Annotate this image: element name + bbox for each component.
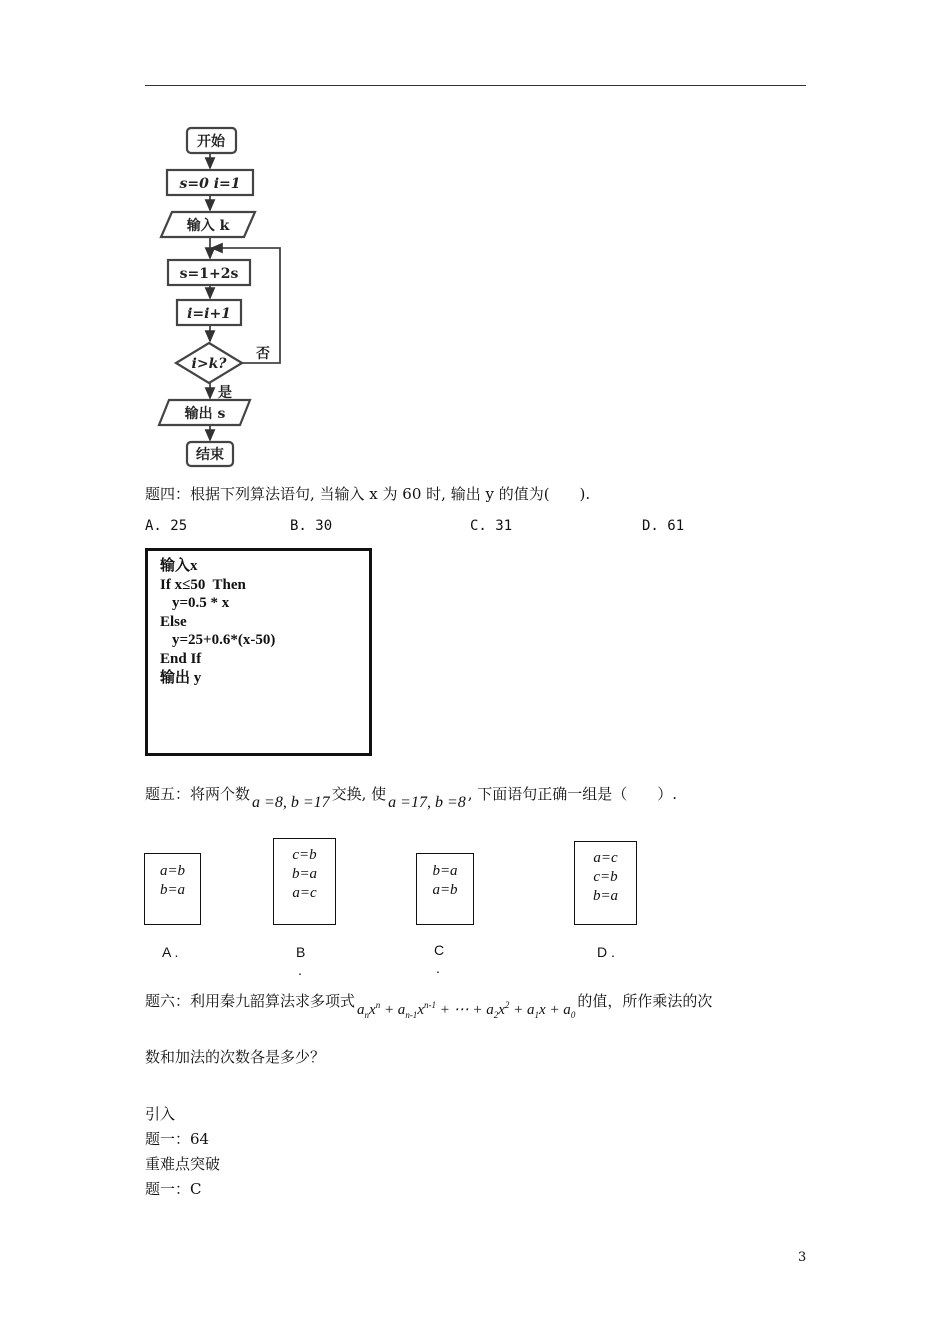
q6-text-a: 题六：利用秦九韶算法求多项式 <box>145 992 356 1010</box>
answer-line: 引入 <box>145 1105 176 1123</box>
q6-text-b: 的值，所作乘法的次 <box>577 992 713 1010</box>
q4-option-c: C. 31 <box>470 518 513 534</box>
code-line: 输出 y <box>160 669 202 686</box>
q5-text-c: , 下面语句正确一组是（ ）. <box>467 785 678 803</box>
q4-option-a: A. 25 <box>145 518 188 534</box>
code-line: Else <box>160 613 187 630</box>
box-line: a=b <box>432 882 458 898</box>
q5-label-b: B <box>296 944 306 960</box>
flowchart-output-label: 输出 s <box>184 406 226 422</box>
answer-line: 重难点突破 <box>145 1155 221 1173</box>
flowchart-yes-label: 是 <box>218 385 232 401</box>
q6-text <box>145 988 713 1020</box>
q5-label-b-dot: . <box>298 962 302 978</box>
flowchart-condition-label: i>k? <box>191 356 227 372</box>
flowchart-start-label: 开始 <box>197 134 225 150</box>
q5-label-a: A . <box>162 944 179 960</box>
flowchart-end-label: 结束 <box>196 447 224 463</box>
box-line: a=c <box>292 885 317 901</box>
header-rule <box>145 85 806 86</box>
box-line: a=b <box>159 863 186 879</box>
q4-code-box <box>145 548 372 756</box>
flowchart-no-label: 否 <box>256 346 270 362</box>
q4-option-d: D. 61 <box>642 518 685 534</box>
q5-text <box>145 785 678 811</box>
code-line: y=25+0.6*(x-50) <box>172 632 276 649</box>
box-line: b=a <box>159 882 186 898</box>
box-line: b=a <box>592 888 619 904</box>
flowchart-input-label: 输入 k <box>186 218 230 234</box>
q5-box-a <box>144 853 201 925</box>
page-number: 3 <box>798 1250 807 1265</box>
box-line: b=a <box>432 863 458 879</box>
box-line: b=a <box>291 866 318 882</box>
q4-option-b: B. 30 <box>290 518 333 534</box>
answer-line: 题一：64 <box>145 1130 210 1148</box>
code-line: 输入x <box>160 558 198 574</box>
q5-box-b <box>273 838 336 925</box>
q5-math-b: a =17, b =8 <box>388 794 466 811</box>
q5-label-c-dot: . <box>436 960 440 976</box>
q5-box-d <box>574 841 637 925</box>
q5-label-c: C <box>434 942 445 958</box>
flowchart <box>150 120 290 470</box>
box-line: a=c <box>593 850 618 866</box>
code-line: If x≤50 Then <box>160 576 246 593</box>
answer-line: 题一：C <box>145 1180 202 1198</box>
answers-block <box>145 1102 220 1202</box>
flowchart-init-label: s=0 i=1 <box>179 176 241 192</box>
q6-polynomial: $a_nx^n + a_{n-1}x^{n-1}$ + ⋯ + $a_2x^2 + a_1x + a_0$ <box>357 1000 576 1020</box>
flowchart-step1-label: s=1+2s <box>179 266 239 282</box>
q5-text-b: 交换, 使 <box>331 785 387 803</box>
q5-math-a: a =8, b =17 <box>252 794 330 811</box>
q5-box-c <box>416 853 474 925</box>
q4-text: 题四：根据下列算法语句, 当输入 x 为 60 时, 输出 y 的值为( ). <box>145 485 591 503</box>
flowchart-step2-label: i=i+1 <box>187 306 231 322</box>
code-line: y=0.5 * x <box>172 595 230 612</box>
q5-text-a: 题五：将两个数 <box>145 785 251 803</box>
box-line: c=b <box>292 847 317 863</box>
q5-label-d: D . <box>597 944 615 960</box>
box-line: c=b <box>593 869 618 885</box>
q6-line2: 数和加法的次数各是多少？ <box>145 1048 326 1066</box>
code-line: End If <box>160 650 202 667</box>
